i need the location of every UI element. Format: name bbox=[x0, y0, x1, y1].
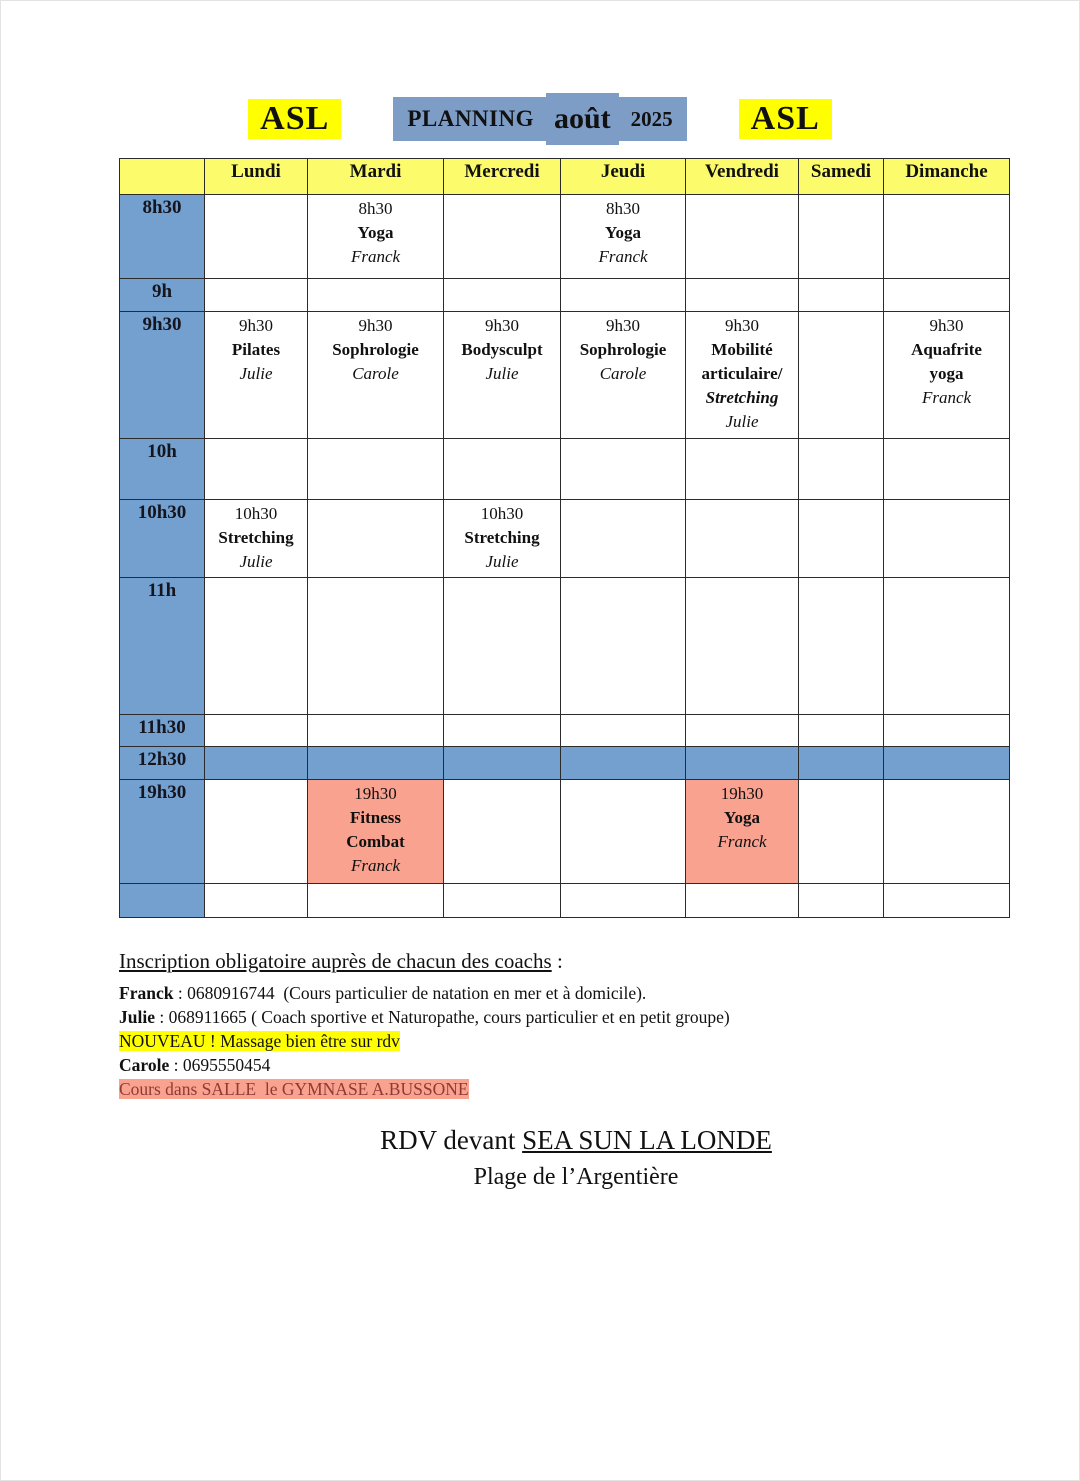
coach-name-julie: Julie bbox=[119, 1007, 155, 1027]
time-cell-19h30: 19h30 bbox=[120, 780, 205, 884]
schedule-cell bbox=[799, 439, 884, 500]
time-cell-empty bbox=[120, 884, 205, 918]
rdv-line2: Plage de l’Argentière bbox=[473, 1164, 679, 1190]
cell-line-time: 10h30 bbox=[480, 504, 524, 523]
schedule-cell bbox=[884, 439, 1010, 500]
cell-line-coach: Julie bbox=[485, 552, 519, 571]
schedule-cell bbox=[444, 500, 561, 578]
time-cell-11h: 11h bbox=[120, 578, 205, 715]
coach-line-franck bbox=[119, 981, 999, 1005]
cell-line-act: yoga bbox=[929, 364, 964, 383]
schedule-cell bbox=[799, 715, 884, 747]
cell-line-time: 19h30 bbox=[720, 784, 764, 803]
schedule-cell bbox=[799, 195, 884, 279]
schedule-cell bbox=[884, 195, 1010, 279]
schedule-cell bbox=[686, 780, 799, 884]
schedule-cell bbox=[308, 195, 444, 279]
schedule-cell bbox=[205, 578, 308, 715]
inscription-heading-text: Inscription obligatoire auprès de chacun des coachs bbox=[119, 949, 552, 973]
schedule-cell bbox=[686, 715, 799, 747]
schedule-cell bbox=[884, 312, 1010, 439]
schedule-cell bbox=[884, 279, 1010, 312]
schedule-cell bbox=[308, 747, 444, 780]
schedule-cell bbox=[561, 578, 686, 715]
time-cell-9h30: 9h30 bbox=[120, 312, 205, 439]
schedule-cell bbox=[444, 439, 561, 500]
schedule-cell bbox=[205, 780, 308, 884]
schedule-cell bbox=[444, 715, 561, 747]
schedule-cell bbox=[884, 884, 1010, 918]
month-label: août bbox=[546, 93, 619, 145]
cell-line-time: 9h30 bbox=[239, 316, 273, 335]
schedule-cell bbox=[686, 279, 799, 312]
rdv-line1 bbox=[73, 1123, 1079, 1157]
coach-name-franck: Franck bbox=[119, 983, 174, 1003]
cell-line-coach: Carole bbox=[599, 364, 647, 383]
time-cell-8h30: 8h30 bbox=[120, 195, 205, 279]
schedule-cell bbox=[561, 312, 686, 439]
schedule-cell bbox=[308, 279, 444, 312]
day-header-samedi: Samedi bbox=[799, 159, 884, 195]
schedule-cell bbox=[884, 747, 1010, 780]
year-label: 2025 bbox=[630, 106, 673, 131]
cell-line-coach: Julie bbox=[239, 552, 273, 571]
schedule-cell bbox=[308, 500, 444, 578]
cell-line-time: 19h30 bbox=[354, 784, 397, 803]
schedule-cell bbox=[308, 312, 444, 439]
schedule-cell bbox=[799, 500, 884, 578]
schedule-cell bbox=[799, 312, 884, 439]
footer-info bbox=[119, 949, 999, 1101]
cell-line-coach: Franck bbox=[350, 856, 401, 875]
salle-line bbox=[119, 1077, 999, 1101]
schedule-cell bbox=[308, 439, 444, 500]
cell-line-time: 9h30 bbox=[606, 316, 640, 335]
cell-line-time: 10h30 bbox=[234, 504, 278, 523]
cell-line-act: Stretching bbox=[464, 528, 540, 547]
rdv-prefix: RDV devant bbox=[380, 1125, 523, 1155]
schedule-cell bbox=[799, 884, 884, 918]
schedule-cell bbox=[561, 195, 686, 279]
schedule-table bbox=[119, 158, 1010, 918]
page-title bbox=[1, 97, 1079, 141]
cell-line-time: 9h30 bbox=[929, 316, 964, 335]
cell-line-coach: Julie bbox=[485, 364, 519, 383]
cell-line-coach: Franck bbox=[598, 247, 648, 266]
planning-title-band bbox=[393, 97, 686, 141]
schedule-cell bbox=[444, 747, 561, 780]
cell-line-time: 9h30 bbox=[725, 316, 759, 335]
cell-line-act: Combat bbox=[346, 832, 405, 851]
schedule-cell bbox=[205, 312, 308, 439]
schedule-cell bbox=[308, 715, 444, 747]
day-header-dimanche: Dimanche bbox=[884, 159, 1010, 195]
cell-line-coach: Julie bbox=[725, 412, 759, 431]
coach-name-carole: Carole bbox=[119, 1055, 170, 1075]
schedule-cell bbox=[884, 715, 1010, 747]
cell-line-coach: Julie bbox=[239, 364, 273, 383]
schedule-cell bbox=[205, 195, 308, 279]
coach-line-carole bbox=[119, 1053, 999, 1077]
time-cell-9h: 9h bbox=[120, 279, 205, 312]
schedule-cell bbox=[561, 279, 686, 312]
schedule-cell bbox=[561, 439, 686, 500]
day-header-jeudi: Jeudi bbox=[561, 159, 686, 195]
cell-line-time: 8h30 bbox=[606, 199, 640, 218]
cell-line-act: Sophrologie bbox=[332, 340, 419, 359]
cell-line-act: Pilates bbox=[231, 340, 281, 359]
schedule-cell bbox=[686, 312, 799, 439]
schedule-cell bbox=[561, 500, 686, 578]
schedule-cell bbox=[686, 747, 799, 780]
schedule-cell bbox=[561, 780, 686, 884]
cell-line-act: Bodysculpt bbox=[461, 340, 543, 359]
cell-line-time: 8h30 bbox=[358, 199, 393, 218]
time-cell-10h: 10h bbox=[120, 439, 205, 500]
schedule-cell bbox=[444, 780, 561, 884]
time-cell-11h30: 11h30 bbox=[120, 715, 205, 747]
day-header-mardi: Mardi bbox=[308, 159, 444, 195]
cell-line-act: Sophrologie bbox=[579, 340, 667, 359]
day-header-mercredi: Mercredi bbox=[444, 159, 561, 195]
cell-line-actit: Stretching bbox=[705, 388, 779, 407]
inscription-heading-colon: : bbox=[551, 949, 563, 973]
schedule-cell bbox=[205, 279, 308, 312]
time-cell-10h30: 10h30 bbox=[120, 500, 205, 578]
rdv-block bbox=[1, 1123, 1079, 1193]
inscription-heading bbox=[119, 949, 999, 974]
coach-info-franck: : 0680916744 (Cours particulier de natation en mer et à domicile). bbox=[173, 983, 647, 1003]
schedule-cell bbox=[205, 747, 308, 780]
schedule-cell bbox=[308, 884, 444, 918]
schedule-cell bbox=[686, 195, 799, 279]
schedule-wrap bbox=[119, 158, 1010, 918]
cell-line-act: Aquafrite bbox=[911, 340, 982, 359]
schedule-cell bbox=[205, 439, 308, 500]
day-header-lundi: Lundi bbox=[205, 159, 308, 195]
nouveau-highlight: NOUVEAU ! Massage bien être sur rdv bbox=[119, 1031, 400, 1051]
schedule-cell bbox=[799, 279, 884, 312]
time-cell-12h30: 12h30 bbox=[120, 747, 205, 780]
schedule-cell bbox=[205, 884, 308, 918]
schedule-cell bbox=[686, 884, 799, 918]
coach-info-julie: : 068911665 ( Coach sportive et Naturopathe, cours particulier et en petit groupe) bbox=[154, 1007, 730, 1027]
coach-line-julie bbox=[119, 1005, 999, 1029]
cell-line-act: articulaire/ bbox=[701, 364, 783, 383]
schedule-cell bbox=[686, 578, 799, 715]
schedule-cell bbox=[799, 578, 884, 715]
nouveau-line bbox=[119, 1029, 999, 1053]
cell-line-act: Mobilité bbox=[711, 340, 773, 359]
cell-line-time: 9h30 bbox=[485, 316, 519, 335]
cell-line-coach: Carole bbox=[352, 364, 399, 383]
cell-line-time: 9h30 bbox=[358, 316, 393, 335]
planning-word: PLANNING bbox=[407, 106, 534, 131]
schedule-cell bbox=[308, 780, 444, 884]
schedule-cell bbox=[444, 312, 561, 439]
schedule-cell bbox=[686, 439, 799, 500]
schedule-cell bbox=[561, 747, 686, 780]
schedule-cell bbox=[884, 578, 1010, 715]
schedule-cell bbox=[799, 780, 884, 884]
schedule-cell bbox=[444, 195, 561, 279]
schedule-cell bbox=[205, 500, 308, 578]
schedule-cell bbox=[308, 578, 444, 715]
cell-line-act: Yoga bbox=[357, 223, 394, 242]
schedule-cell bbox=[444, 279, 561, 312]
asl-badge-right: ASL bbox=[739, 99, 832, 139]
schedule-cell bbox=[561, 884, 686, 918]
schedule-cell bbox=[561, 715, 686, 747]
corner-cell bbox=[120, 159, 205, 195]
schedule-cell bbox=[686, 500, 799, 578]
asl-badge-left: ASL bbox=[248, 99, 341, 139]
cell-line-act: Fitness bbox=[350, 808, 401, 827]
schedule-cell bbox=[444, 884, 561, 918]
schedule-cell bbox=[884, 780, 1010, 884]
cell-line-coach: Franck bbox=[350, 247, 401, 266]
day-header-vendredi: Vendredi bbox=[686, 159, 799, 195]
cell-line-act: Yoga bbox=[724, 808, 760, 827]
cell-line-act: Stretching bbox=[218, 528, 294, 547]
schedule-cell bbox=[444, 578, 561, 715]
salle-highlight: Cours dans SALLE le GYMNASE A.BUSSONE bbox=[119, 1079, 469, 1099]
rdv-location: SEA SUN LA LONDE bbox=[522, 1125, 772, 1155]
coach-info-carole: : 0695550454 bbox=[169, 1055, 271, 1075]
schedule-cell bbox=[799, 747, 884, 780]
cell-line-coach: Franck bbox=[717, 832, 767, 851]
schedule-cell bbox=[205, 715, 308, 747]
cell-line-act: Yoga bbox=[605, 223, 641, 242]
cell-line-coach: Franck bbox=[921, 388, 972, 407]
schedule-cell bbox=[884, 500, 1010, 578]
